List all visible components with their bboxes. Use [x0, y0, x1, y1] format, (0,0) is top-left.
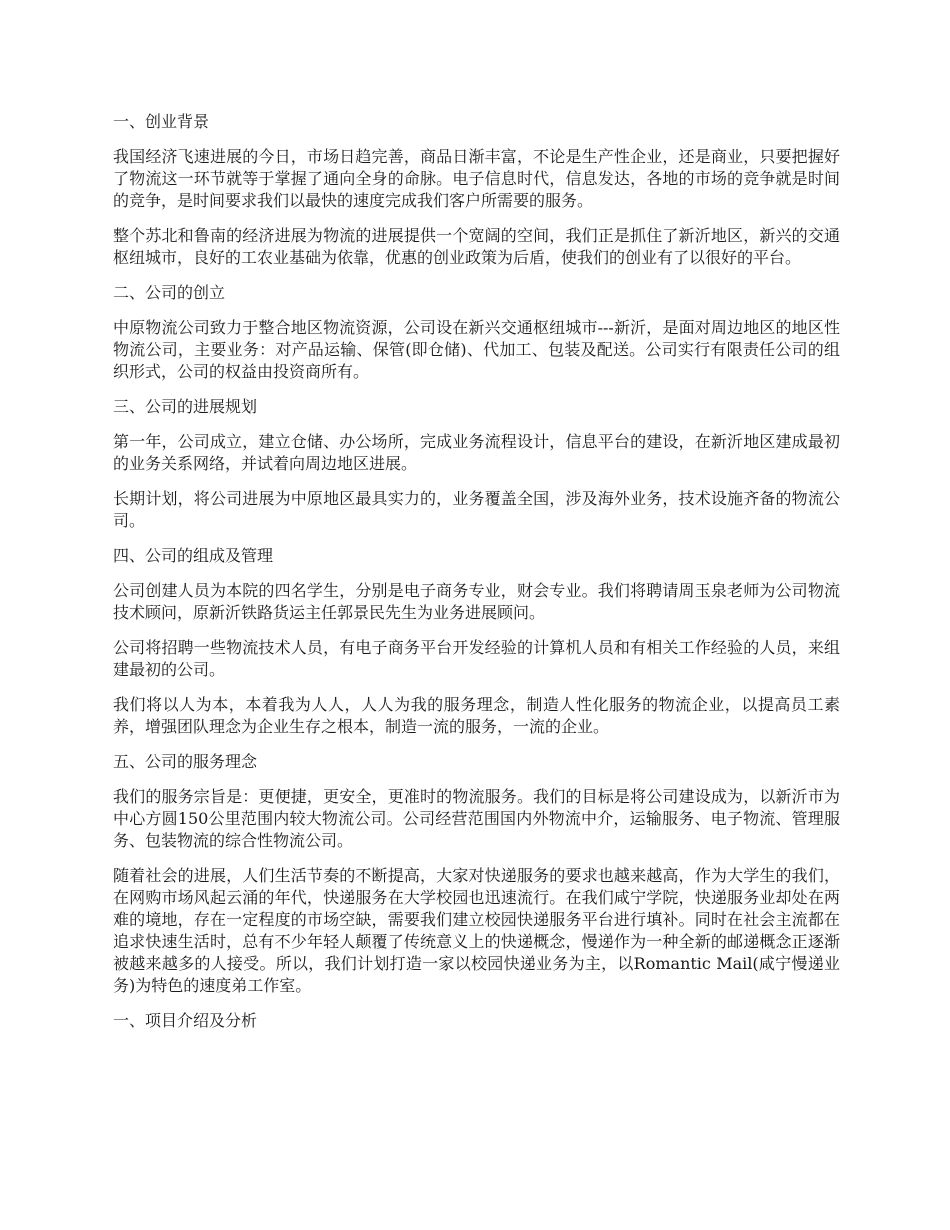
- paragraph: 我们的服务宗旨是：更便捷，更安全，更准时的物流服务。我们的目标是将公司建设成为，以新沂市为中心方圆150公里范围内较大物流公司。公司经营范围国内外物流中介，运输服务、电子物流、管理服务、包装物流的综合性物流公司。: [113, 787, 840, 850]
- section-heading: 二、公司的创立: [113, 283, 226, 302]
- paragraph: 整个苏北和鲁南的经济进展为物流的进展提供一个宽阔的空间，我们正是抓住了新沂地区，新兴的交通枢纽城市，良好的工农业基础为依靠，优惠的创业政策为后盾，使我们的创业有了以很好的平台。: [113, 226, 840, 267]
- paragraph: 随着社会的进展，人们生活节奏的不断提高，大家对快递服务的要求也越来越高，作为大学生的我们，在网购市场风起云涌的年代，快递服务在大学校园也迅速流行。在我们咸宁学院，快递服务业却处在两难的境地，存在一定程度的市场空缺，需要我们建立校园快递服务平台进行填补。同时在社会主流都在追求快速生活时，总有不少年轻人颠覆了传统意义上的快递概念，慢递作为一种全新的邮递概念正逐渐被越来越多的人接受。所以，我们计划打造一家以校园快递业务为主，以Romantic Mail(咸宁慢递业务)为特色的速度弟工作室。: [113, 866, 840, 995]
- section-heading: 一、创业背景: [113, 112, 210, 131]
- section-heading: 五、公司的服务理念: [113, 752, 258, 771]
- paragraph: 我国经济飞速进展的今日，市场日趋完善，商品日渐丰富，不论是生产性企业，还是商业，只要把握好了物流这一环节就等于掌握了通向全身的命脉。电子信息时代，信息发达，各地的市场的竞争就是时间的竞争，是时间要求我们以最快的速度完成我们客户所需要的服务。: [113, 147, 840, 210]
- paragraph: 中原物流公司致力于整合地区物流资源，公司设在新兴交通枢纽城市---新沂，是面对周边地区的地区性物流公司，主要业务：对产品运输、保管(即仓储)、代加工、包装及配送。公司实行有限责任公司的组织形式，公司的权益由投资商所有。: [113, 318, 840, 381]
- document-page: [113, 111, 840, 1045]
- paragraph: 公司将招聘一些物流技术人员，有电子商务平台开发经验的计算机人员和有相关工作经验的人员，来组建最初的公司。: [113, 638, 840, 679]
- section-heading: 一、项目介绍及分析: [113, 1011, 258, 1030]
- section-heading: 四、公司的组成及管理: [113, 546, 274, 565]
- paragraph: 长期计划，将公司进展为中原地区最具实力的，业务覆盖全国，涉及海外业务，技术设施齐备的物流公司。: [113, 489, 840, 530]
- section-heading: 三、公司的进展规划: [113, 397, 258, 416]
- paragraph: 我们将以人为本，本着我为人人，人人为我的服务理念，制造人性化服务的物流企业，以提高员工素养，增强团队理念为企业生存之根本，制造一流的服务，一流的企业。: [113, 695, 840, 736]
- document-body: [113, 111, 840, 1032]
- paragraph: 公司创建人员为本院的四名学生，分别是电子商务专业，财会专业。我们将聘请周玉泉老师为公司物流技术顾问，原新沂铁路货运主任郭景民先生为业务进展顾问。: [113, 581, 840, 622]
- paragraph: 第一年，公司成立，建立仓储、办公场所，完成业务流程设计，信息平台的建设，在新沂地区建成最初的业务关系网络，并试着向周边地区进展。: [113, 432, 840, 473]
